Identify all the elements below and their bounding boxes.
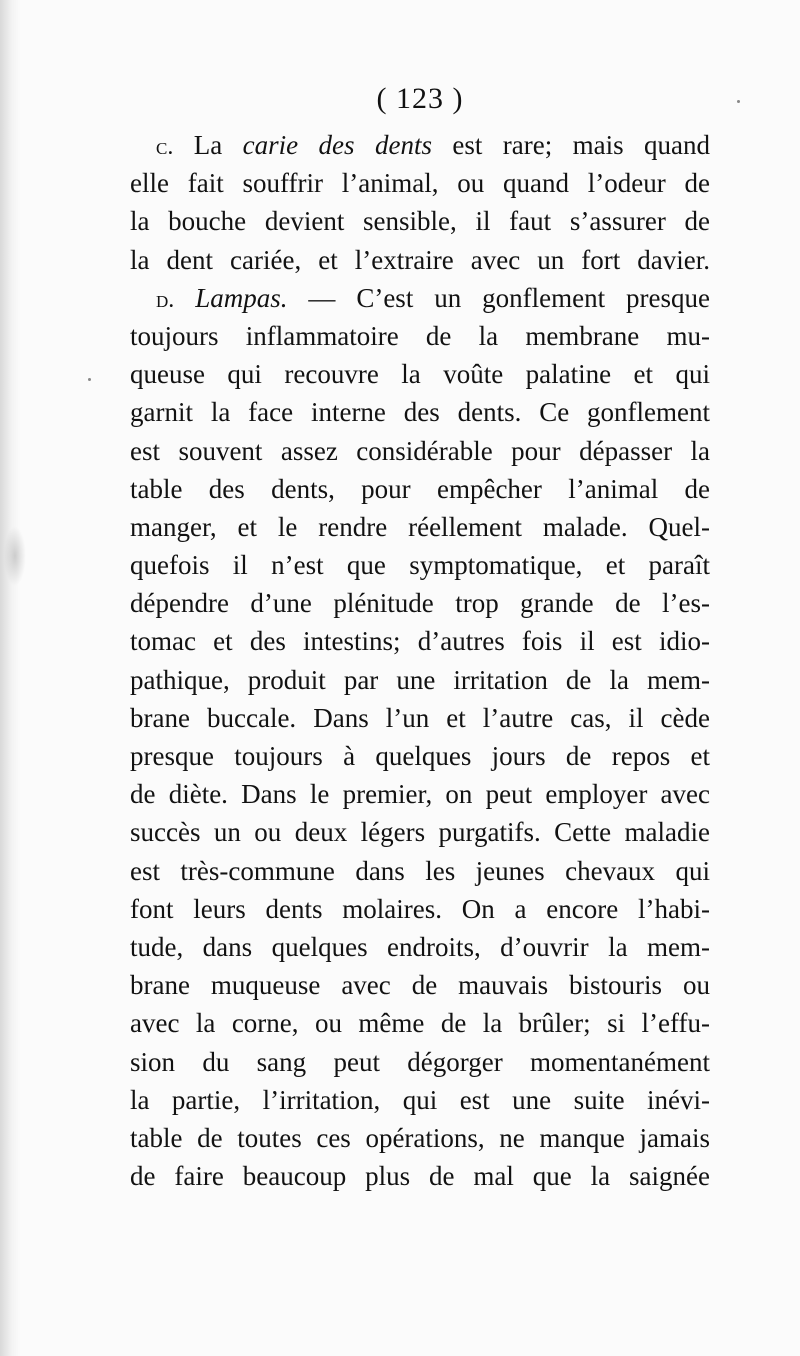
text-line-2: elle fait souffrir l’animal, ou quand l’odeur de <box>130 168 710 199</box>
text-line-22: tude, dans quelques endroits, d’ouvrir la mem- <box>130 931 710 962</box>
text-line-20: est très-commune dans les jeunes chevaux qui <box>130 855 710 886</box>
line-1-lead: La <box>193 130 223 160</box>
text-line-8: garnit la face interne des dents. Ce gonflement <box>130 397 710 428</box>
text-line-3: la bouche devient sensible, il faut s’assurer de <box>130 206 710 237</box>
section-label-c: c. <box>156 134 174 160</box>
text-line-13: dépendre d’une plénitude trop grande de l’es- <box>130 588 710 619</box>
ink-speck <box>88 378 91 381</box>
section-label-d: d. <box>156 286 175 313</box>
body-text <box>130 126 710 1195</box>
text-line-10: table des dents, pour empêcher l’animal de <box>130 473 710 504</box>
text-line-19: succès un ou deux légers purgatifs. Cette maladie <box>130 817 710 848</box>
text-line-26: la partie, l’irritation, qui est une suite inévi- <box>130 1084 710 1115</box>
text-line-17: presque toujours à quelques jours de repos et <box>130 741 710 771</box>
page-number: ( 123 ) <box>376 82 464 115</box>
text-line-23: brane muqueuse avec de mauvais bistouris ou <box>130 970 710 1001</box>
text-line-27: table de toutes ces opérations, ne manque jamais <box>130 1122 710 1153</box>
italic-term-carie: carie des dents <box>242 130 432 160</box>
text-line-7: queuse qui recouvre la voûte palatine et qui <box>130 359 710 390</box>
text-line-5 <box>130 279 710 317</box>
text-line-24: avec la corne, ou même de la brûler; si l’effu- <box>130 1008 710 1039</box>
line-5-rest: — C’est un gonflement presque <box>308 282 710 313</box>
text-line-4: la dent cariée, et l’extraire avec un fort davier. <box>130 244 710 275</box>
text-line-21: font leurs dents molaires. On a encore l’habi- <box>130 893 710 924</box>
text-line-28: de faire beaucoup plus de mal que la saignée <box>130 1161 710 1192</box>
italic-term-lampas: Lampas. <box>195 282 288 313</box>
text-line-14: tomac et des intestins; d’autres fois il est idio- <box>130 626 710 657</box>
text-line-9: est souvent assez considérable pour dépasser la <box>130 435 710 466</box>
text-line-6: toujours inflammatoire de la membrane mu- <box>130 320 710 351</box>
text-line-1 <box>130 126 710 164</box>
text-line-11: manger, et le rendre réellement malade. Quel- <box>130 511 710 542</box>
text-line-25: sion du sang peut dégorger momentanément <box>130 1046 710 1077</box>
text-line-18: de diète. Dans le premier, on peut employer avec <box>130 779 710 810</box>
text-line-16: brane buccale. Dans l’un et l’autre cas, il cède <box>130 702 710 733</box>
page-stain <box>4 526 26 586</box>
line-1-rest: est rare; mais quand <box>452 130 711 160</box>
text-line-12: quefois il n’est que symptomatique, et paraît <box>130 550 710 581</box>
text-line-15: pathique, produit par une irritation de la mem- <box>130 664 710 695</box>
page-gutter-shadow <box>0 0 20 1356</box>
